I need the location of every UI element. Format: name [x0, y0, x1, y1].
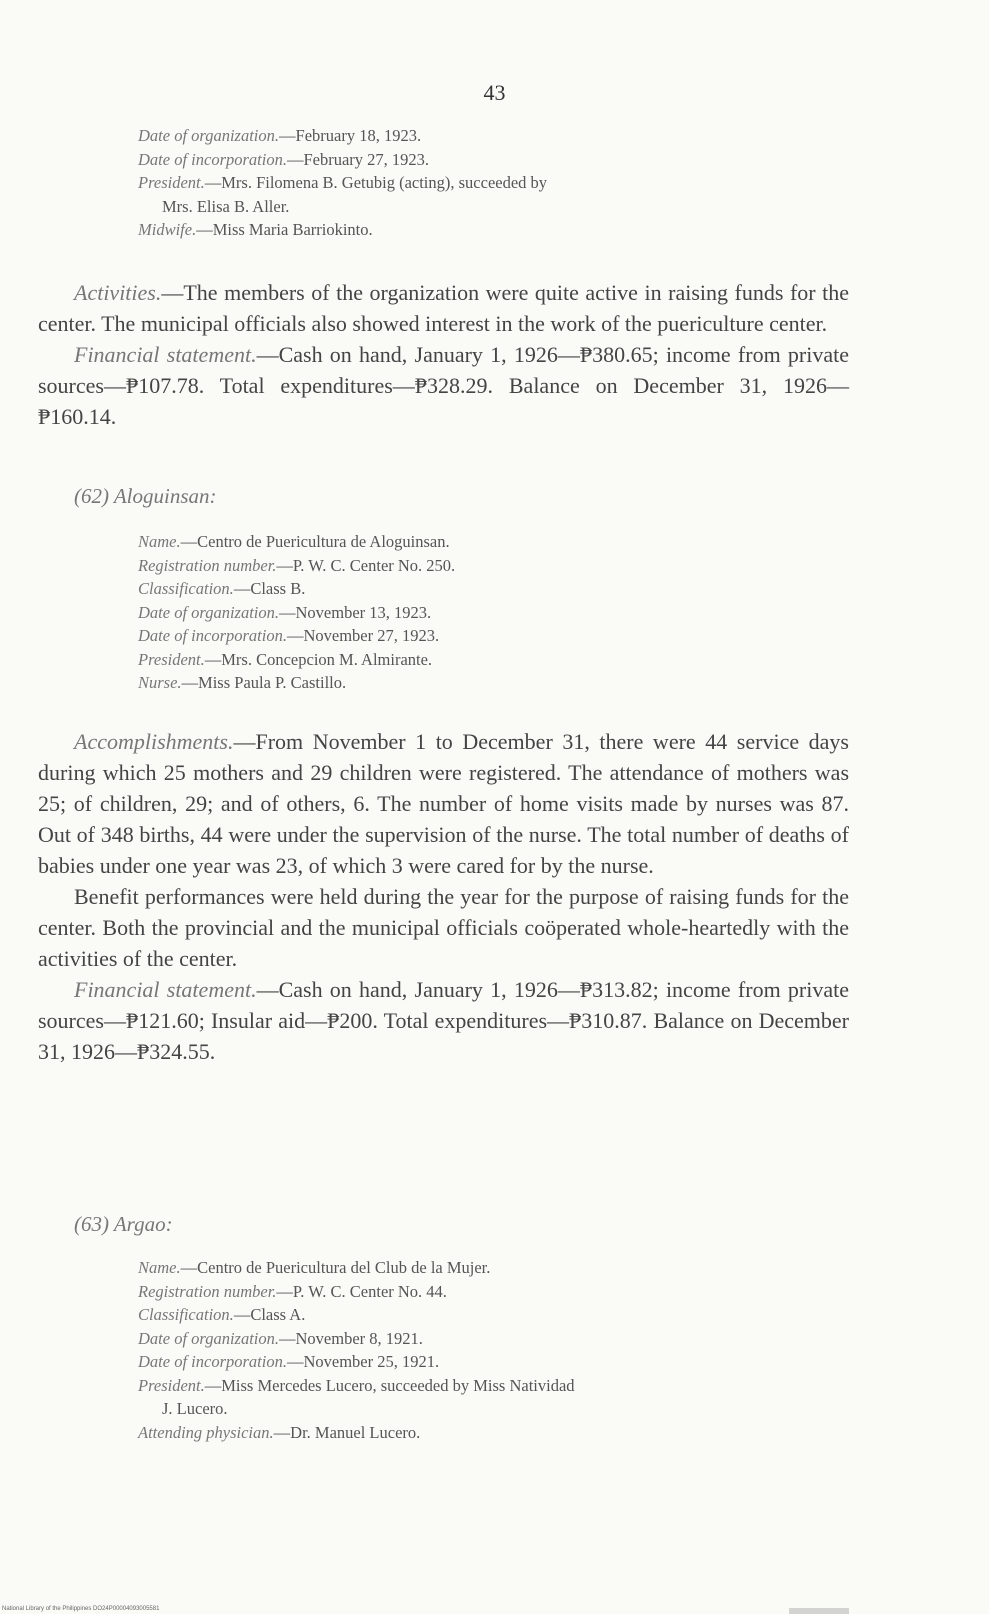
page-number: 43	[483, 80, 506, 105]
entry-president: President.—Mrs. Filomena B. Getubig (acting), succeeded by	[138, 173, 548, 192]
footer-archive-label: National Library of the Philippines DO24P00004093005581	[2, 1606, 160, 1612]
entry-president-cont: J. Lucero.	[162, 1399, 228, 1418]
section-heading-aloguinsan: (62) Aloguinsan:	[74, 484, 217, 508]
paragraph-accomplishments: Accomplishments.—From November 1 to December 31, there were 44 service days during which 25 mothers and 29 children were registered. The attendance of mothers was 25; of children, 29; and of others, 6. The number of home visits made by nurses was 87. Out of 348 births, 44 were under the supervision of the nurse. The total number of deaths of babies under one year was 23, of which 3 were cared for by the nurse.	[38, 729, 849, 878]
entry-date-organization: Date of organization.—November 8, 1921.	[138, 1328, 423, 1348]
entry-nurse: Nurse.—Miss Paula P. Castillo.	[138, 673, 347, 692]
paragraphs-middle	[0, 726, 989, 1067]
entry-date-organization: Date of organization.—November 13, 1923.	[138, 602, 432, 622]
paragraph-financial-2: Financial statement.—Cash on hand, January 1, 1926—₱313.82; income from private sources—₱121.60; Insular aid—₱200. Total expenditures—₱310.87. Balance on December 31, 1926—₱324.55.	[38, 977, 849, 1064]
entry-name: Name.—Centro de Puericultura del Club de la Mujer.	[138, 1258, 491, 1277]
section-heading-argao: (63) Argao:	[74, 1212, 173, 1236]
entry-list-aloguinsan	[0, 530, 989, 695]
entry-attending-physician: Attending physician.—Dr. Manuel Lucero.	[138, 1422, 421, 1442]
entry-classification: Classification.—Class B.	[138, 579, 306, 598]
entry-midwife: Midwife.—Miss Maria Barriokinto.	[138, 220, 373, 239]
entry-president: President.—Miss Mercedes Lucero, succeeded by Miss Natividad	[138, 1375, 575, 1395]
entry-registration-number: Registration number.—P. W. C. Center No. 44.	[138, 1281, 447, 1301]
entry-president-cont: Mrs. Elisa B. Aller.	[162, 196, 290, 216]
entry-registration-number: Registration number.—P. W. C. Center No. 250.	[138, 555, 456, 575]
entry-date-organization: Date of organization.—February 18, 1923.	[138, 126, 422, 145]
entry-date-incorporation: Date of incorporation.—November 25, 1921.	[138, 1352, 440, 1371]
entry-list-argao	[0, 1256, 989, 1444]
entry-classification: Classification.—Class A.	[138, 1305, 306, 1324]
paragraphs-top	[0, 277, 989, 432]
paragraph-activities: Activities.—The members of the organization were quite active in raising funds for the center. The municipal officials also showed interest in the work of the puericulture center.	[38, 280, 849, 336]
entry-date-incorporation: Date of incorporation.—November 27, 1923.	[138, 626, 440, 645]
entry-president: President.—Mrs. Concepcion M. Almirante.	[138, 649, 433, 669]
entry-list-top	[0, 124, 989, 242]
entry-date-incorporation: Date of incorporation.—February 27, 1923.	[138, 149, 430, 169]
paragraph-benefit: Benefit performances were held during the year for the purpose of raising funds for the center. Both the provincial and the municipal officials coöperated whole-heartedly with the activities of the center.	[38, 884, 849, 971]
entry-name: Name.—Centro de Puericultura de Aloguinsan.	[138, 532, 450, 551]
paragraph-financial-1: Financial statement.—Cash on hand, January 1, 1926—₱380.65; income from private sources—₱107.78. Total expenditures—₱328.29. Balance on December 31, 1926—₱160.14.	[38, 342, 849, 429]
scan-edge-mark	[789, 1608, 849, 1614]
